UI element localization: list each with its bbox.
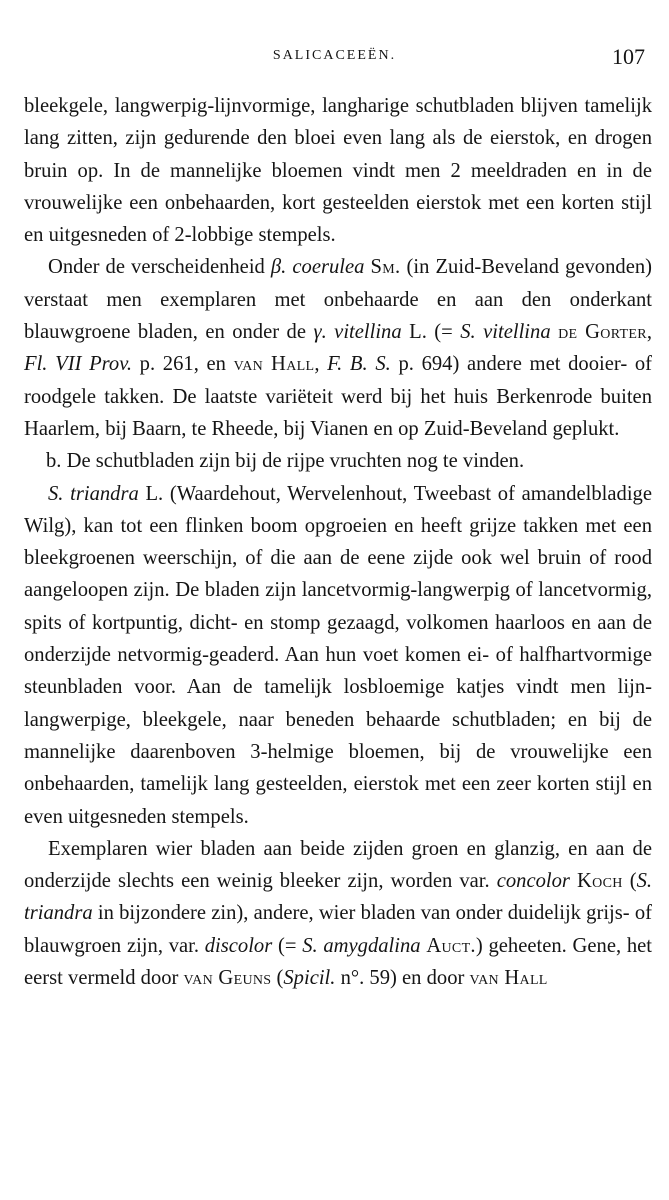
paragraph-triandra: S. triandra L. (Waardehout, Wervelenhout, Tweebast of amandelbladige Wilg), kan tot een flinken boom opgroeien en heeft grijze takken met een bleekgroenen weerschijn, of die aan de eene zijde ook wel bruin of rood aangeloopen zijn. De bladen zijn lancetvormig-langwerpig of lancetvormig, spits of kortpuntig, dicht- en stomp gezaagd, volkomen haarloos en aan de onderzijde netvormig-geaderd. Aan hun voet komen ei- of halfhartvormige steunbladen voor. Aan de tamelijk losbloemige katjes vindt men lijn-langwerpige, bleekgele, naar beneden behaarde schutbladen; en bij de mannelijke daarenboven 3-helmige bloemen, bij de vrouwelijke een onbehaarden, tamelijk lang gesteelden, eierstok met een zeer korten stijl en even uitgesneden stempels. bbox=[24, 482, 652, 828]
body-text bbox=[24, 90, 652, 994]
paragraph-continued: bleekgele, langwerpig-lijnvormige, langharige schutbladen blijven tamelijk lang zitten, zijn gedurende den bloei even lang als de eierstok, en drogen bruin op. In de mannelijke bloemen vindt men 2 meeldraden en in de vrouwelijke een onbehaarden, kort gesteelden eierstok met een korten stijl en uitgesneden of 2-lobbige stempels. bbox=[24, 95, 652, 247]
paragraph-varieties: Onder de verscheidenheid β. coerulea Sm. (in Zuid-Beveland gevonden) verstaat men exemplaren met onbehaarde en aan den onderkant blauwgroene bladen, en onder de γ. vitellina L. (= S. vitellina de Gorter, Fl. VII Prov. p. 261, en van Hall, F. B. S. p. 694) andere met dooier- of roodgele takken. De laatste variëteit werd bij het huis Berkenrode buiten Haarlem, bij Baarn, te Rheede, bij Vianen en op Zuid-Beveland geplukt. bbox=[24, 256, 653, 440]
page-number: 107 bbox=[612, 44, 645, 69]
paragraph-exemplaren: Exemplaren wier bladen aan beide zijden groen en glanzig, en aan de onderzijde slechts een weinig bleeker zijn, worden var. concolor Koch (S. triandra in bijzondere zin), andere, wier bladen van onder duidelijk grijs- of blauwgroen zijn, var. discolor (= S. amygdalina Auct.) geheeten. Gene, het eerst vermeld door van Geuns (Spicil. n°. 59) en door van Hall bbox=[24, 837, 653, 990]
paragraph-b: b. De schutbladen zijn bij de rijpe vruchten nog te vinden. bbox=[46, 450, 525, 473]
running-title: SALICACEEËN. bbox=[272, 48, 397, 63]
page-header bbox=[24, 44, 645, 74]
